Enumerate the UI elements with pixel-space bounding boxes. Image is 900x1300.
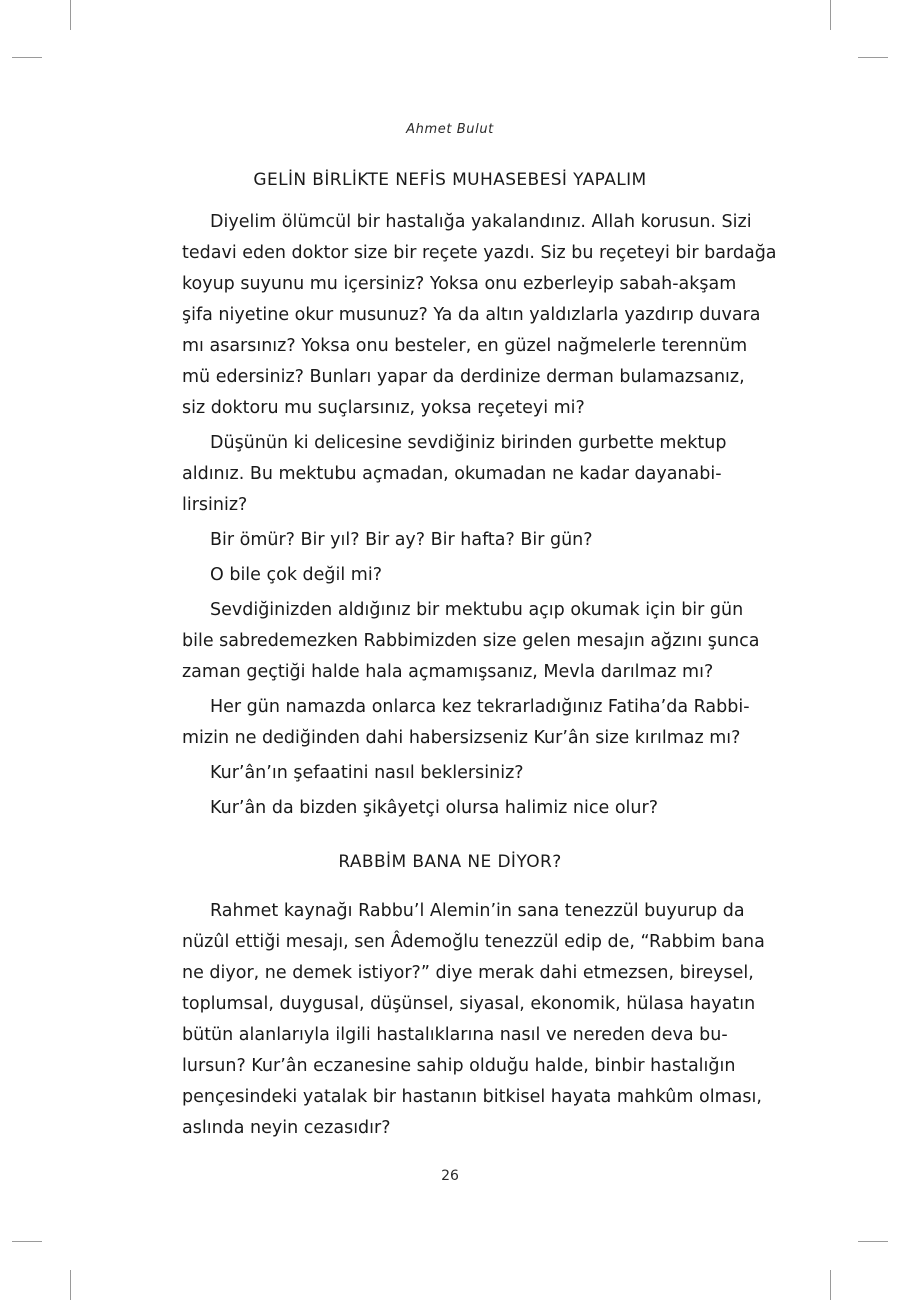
text-line: Rahmet kaynağı Rabbu’l Alemin’in sana tenezzül buyurup da [210,901,745,921]
running-header-author: Ahmet Bulut [406,122,494,137]
page-number: 26 [441,1168,459,1184]
text-line: siz doktoru mu suçlarsınız, yoksa reçeteyi mi? [182,398,585,418]
paragraph [182,758,718,789]
text-line: lursun? Kur’ân eczanesine sahip olduğu halde, binbir hastalığın [182,1056,736,1076]
text-line: nüzûl ettiği mesajı, sen Âdemoğlu tenezzül edip de, “Rabbim bana [182,932,765,952]
text-line: pençesindeki yatalak bir hastanın bitkisel hayata mahkûm olması, [182,1087,762,1107]
text-line: lirsiniz? [182,495,248,515]
crop-mark-top-left [70,0,71,30]
text-line: Diyelim ölümcül bir hastalığa yakalandınız. Allah korusun. Sizi [210,212,752,232]
text-line: tedavi eden doktor size bir reçete yazdı. Siz bu reçeteyi bir bardağa [182,243,777,263]
text-line: aslında neyin cezasıdır? [182,1118,391,1138]
text-line: Bir ömür? Bir yıl? Bir ay? Bir hafta? Bir gün? [210,530,593,550]
paragraph [182,560,718,591]
crop-mark-bottom-right [830,1270,831,1300]
text-line: aldınız. Bu mektubu açmadan, okumadan ne kadar dayanabi- [182,464,722,484]
text-line: koyup suyunu mu içersiniz? Yoksa onu ezberleyip sabah-akşam [182,274,737,294]
paragraph [182,595,760,688]
section-1-body [182,207,777,828]
crop-mark-left-bottom [12,1241,42,1242]
text-line: Düşünün ki delicesine sevdiğiniz birinden gurbette mektup [210,433,727,453]
text-line: zaman geçtiği halde hala açmamışsanız, Mevla darılmaz mı? [182,662,714,682]
crop-mark-right-bottom [858,1241,888,1242]
text-line: Kur’ân da bizden şikâyetçi olursa halimiz nice olur? [210,798,658,818]
paragraph [182,793,718,824]
text-line: bile sabredemezken Rabbimizden size gelen mesajın ağzını şunca [182,631,760,651]
crop-mark-top-right [830,0,831,30]
section-title-1: GELİN BİRLİKTE NEFİS MUHASEBESİ YAPALIM [253,170,647,190]
paragraph [182,692,750,754]
text-line: mü edersiniz? Bunları yapar da derdinize derman bulamazsanız, [182,367,745,387]
crop-mark-right-top [858,57,888,58]
section-2-body [182,896,765,1148]
text-line: mı asarsınız? Yoksa onu besteler, en güzel nağmelerle terennüm [182,336,748,356]
paragraph [182,896,765,1144]
text-line: mizin ne dediğinden dahi habersizseniz Kur’ân size kırılmaz mı? [182,728,741,748]
text-line: bütün alanlarıyla ilgili hastalıklarına nasıl ve nereden deva bu- [182,1025,728,1045]
paragraph [182,207,777,424]
paragraph [182,525,718,556]
section-title-2: RABBİM BANA NE DİYOR? [338,852,562,872]
paragraph [182,428,727,521]
text-line: O bile çok değil mi? [210,565,382,585]
text-line: ne diyor, ne demek istiyor?” diye merak dahi etmezsen, bireysel, [182,963,754,983]
text-line: Her gün namazda onlarca kez tekrarladığınız Fatiha’da Rabbi- [210,697,750,717]
text-line: Kur’ân’ın şefaatini nasıl beklersiniz? [210,763,524,783]
crop-mark-left-top [12,57,42,58]
text-line: Sevdiğinizden aldığınız bir mektubu açıp okumak için bir gün [210,600,744,620]
text-line: şifa niyetine okur musunuz? Ya da altın yaldızlarla yazdırıp duvara [182,305,761,325]
crop-mark-bottom-left [70,1270,71,1300]
text-line: toplumsal, duygusal, düşünsel, siyasal, ekonomik, hülasa hayatın [182,994,756,1014]
